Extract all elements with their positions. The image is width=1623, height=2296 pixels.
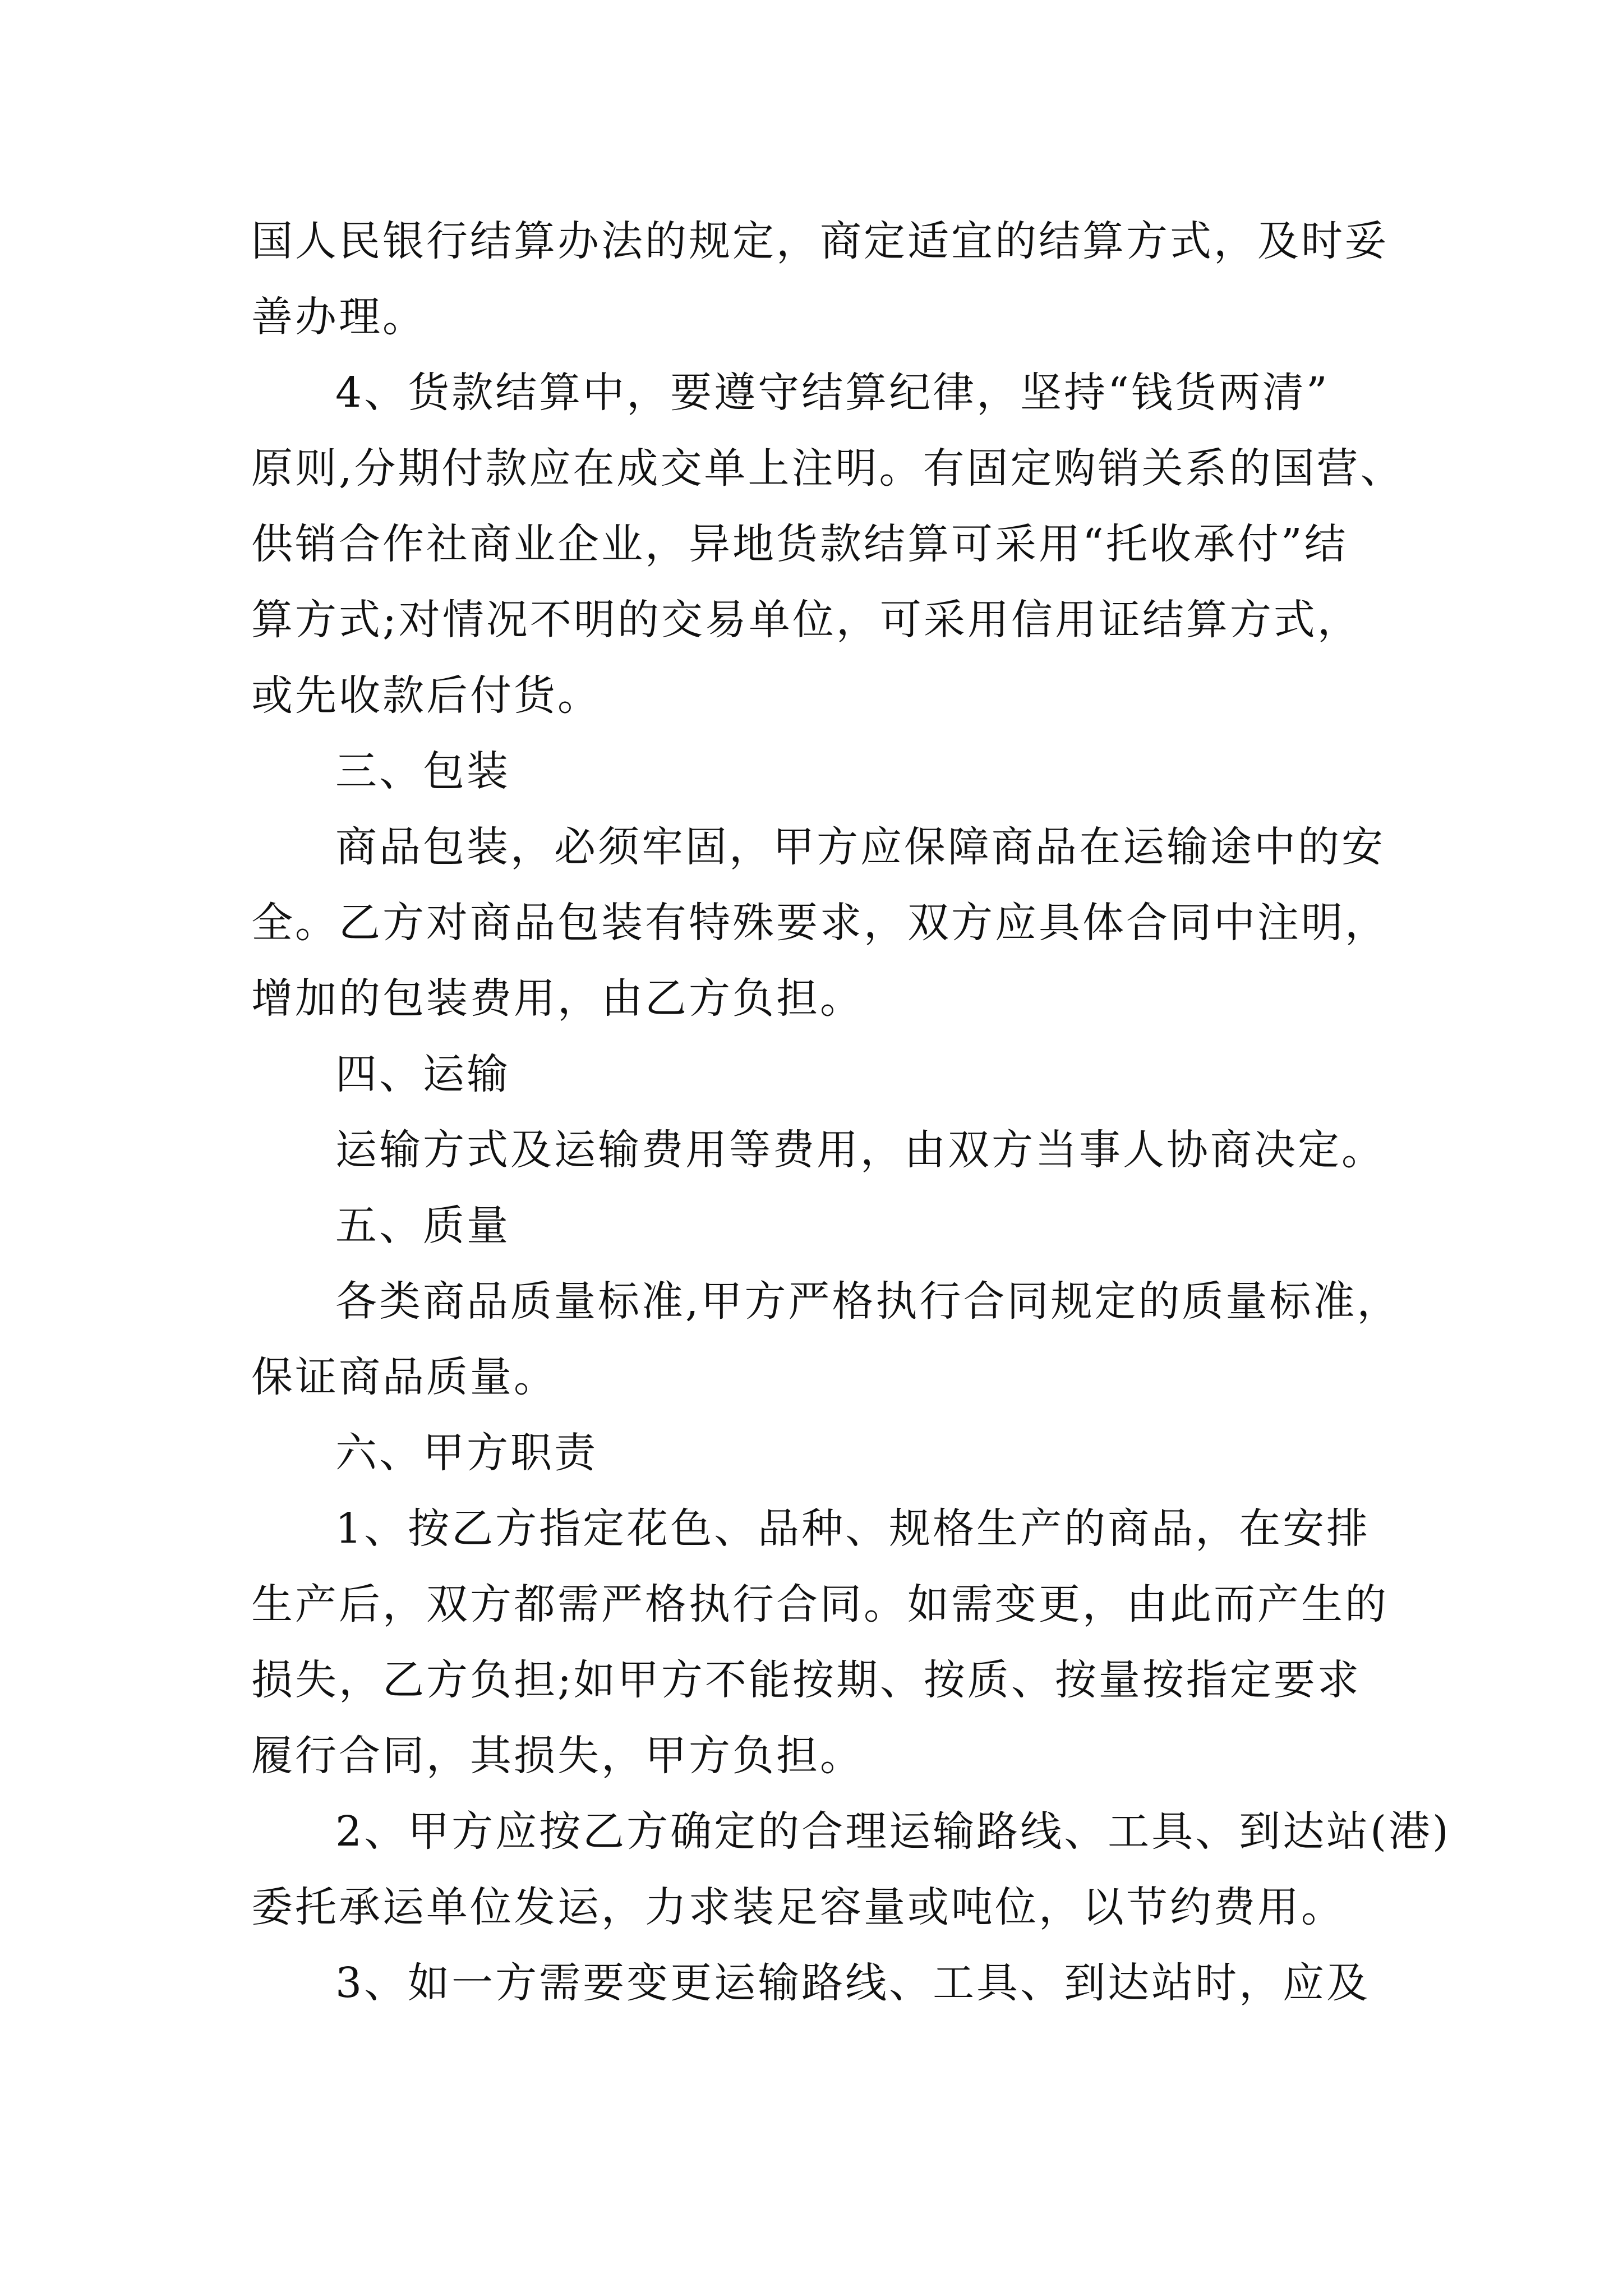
paragraph-line: 供销合作社商业企业，异地货款结算可采用“托收承付”结 [251,520,1348,568]
paragraph-line: 保证商品质量。 [251,1353,557,1401]
paragraph-line: 各类商品质量标准,甲方严格执行合同规定的质量标准， [335,1277,1401,1326]
paragraph-line: 生产后，双方都需严格执行合同。如需变更，由此而产生的 [251,1580,1389,1628]
paragraph-line: 2、甲方应按乙方确定的合理运输路线、工具、到达站(港) [335,1807,1451,1856]
paragraph-line: 履行合同，其损失，甲方负担。 [251,1732,864,1780]
paragraph-line: 损失，乙方负担;如甲方不能按期、按质、按量按指定要求 [251,1656,1361,1704]
paragraph-line: 增加的包装费用，由乙方负担。 [251,974,864,1023]
paragraph-line: 委托承运单位发运，力求装足容量或吨位，以节约费用。 [251,1883,1345,1931]
section-heading: 四、运输 [335,1050,510,1098]
section-heading: 三、包装 [335,747,510,795]
paragraph-line: 运输方式及运输费用等费用，由双方当事人协商决定。 [335,1126,1385,1174]
section-heading: 六、甲方职责 [335,1429,598,1477]
paragraph-line: 3、如一方需要变更运输路线、工具、到达站时，应及 [335,1959,1371,2007]
section-heading: 五、质量 [335,1202,510,1250]
paragraph-line: 原则,分期付款应在成交单上注明。有固定购销关系的国营、 [251,444,1404,493]
paragraph-line: 4、货款结算中，要遵守结算纪律，坚持“钱货两清” [335,369,1330,417]
paragraph-line: 1、按乙方指定花色、品种、规格生产的商品，在安排 [335,1504,1371,1553]
paragraph-line: 国人民银行结算办法的规定，商定适宜的结算方式，及时妥 [251,217,1389,265]
paragraph-line: 算方式;对情况不明的交易单位，可采用信用证结算方式， [251,596,1361,644]
paragraph-line: 或先收款后付货。 [251,671,601,720]
paragraph-line: 善办理。 [251,293,426,341]
paragraph-line: 商品包装，必须牢固，甲方应保障商品在运输途中的安 [335,823,1385,871]
paragraph-line: 全。乙方对商品包装有特殊要求，双方应具体合同中注明， [251,899,1389,947]
